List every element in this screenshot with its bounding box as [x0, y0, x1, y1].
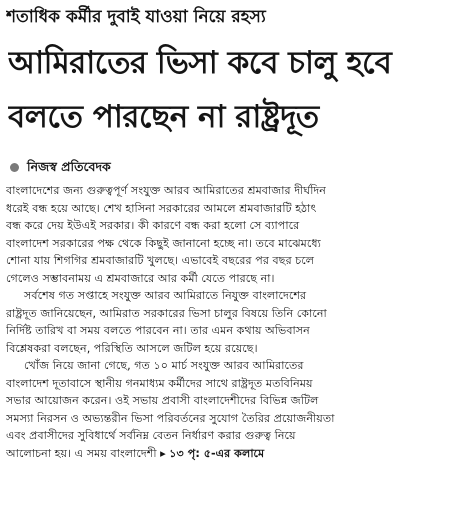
continued-on-page[interactable]: ১৩ পৃ: ৫-এর কলামে [169, 446, 265, 460]
headline-line-2: বলতে পারছেন না রাষ্ট্রদূত [8, 99, 319, 135]
body-line-text: আলোচনা হয়। এ সময় বাংলাদেশী [6, 446, 157, 460]
jump-arrow-icon: ▸ [160, 446, 166, 460]
body-line: রাষ্ট্রদূত জানিয়েছেন, আমিরাত সরকারের ভিসা চালুর বিষয়ে তিনি কোনো [6, 306, 327, 320]
body-line-last [6, 445, 452, 463]
bullet-icon [10, 163, 19, 172]
body-line: সর্বশেষ গত সপ্তাহে সংযুক্ত আরব আমিরাতে নিযুক্ত বাংলাদেশের [24, 289, 307, 302]
body-line: ধরেই বন্ধ হয়ে আছে। শেখ হাসিনা সরকারের আমলে শ্রমবাজারটি হঠাৎ [6, 201, 317, 215]
body-line: এবং প্রবাসীদের সুবিধার্থে সর্বনিম্ন বেতন নির্ধারণ করার গুরুত্ব নিয়ে [6, 429, 296, 442]
body-line: বাংলাদেশ দূতাবাসে স্থানীয় গনমাধ্যম কর্মীদের সাথে রাষ্ট্রদূত মতবিনিময় [6, 376, 313, 390]
body-line: বাংলাদেশের জন্য গুরুত্বপূর্ণ সংযুক্ত আরব আমিরাতের শ্রমবাজার দীর্ঘদিন [6, 184, 326, 197]
body-line: বন্ধ করে দেয় ইউএই সরকার। কী কারণে বন্ধ করা হলো সে ব্যাপারে [6, 219, 300, 232]
body-line: নির্দিষ্ট তারিখ বা সময় বলতে পারবেন না। তার এমন কথায় অভিবাসন [6, 324, 310, 337]
byline [10, 157, 111, 177]
headline-line-1: আমিরাতের ভিসা কবে চালু হবে [8, 45, 392, 81]
body-line: গেলেও সম্ভাবনাময় এ শ্রমবাজারে আর কর্মী যেতে পারছে না। [6, 271, 275, 285]
article-body [6, 182, 452, 504]
body-line: শোনা যায় শিগগির শ্রমবাজারটি খুলছে। এভাবেই বছরের পর বছর চলে [6, 254, 315, 267]
body-line: বিশ্লেষকরা বলছেন, পরিস্থিতি আসলে জটিল হয়ে রয়েছে। [6, 341, 258, 355]
article-kicker: শতাধিক কর্মীর দুবাই যাওয়া নিয়ে রহস্য [6, 7, 266, 27]
body-line: সভার আয়োজন করেন। ওই সভায় প্রবাসী বাংলাদেশীদের বিভিন্ন জটিল [6, 394, 319, 407]
body-line: সমস্যা নিরসন ও অভ্যন্তরীন ভিসা পরিবর্তনের সুযোগ তৈরির প্রয়োজনীয়তা [6, 411, 335, 425]
body-line: বাংলাদেশ সরকারের পক্ষ থেকে কিছুই জানানো হচ্ছে না। তবে মাঝেমধ্যে [6, 236, 321, 250]
body-line: খোঁজ নিয়ে জানা গেছে, গত ১০ মার্চ সংযুক্ত আরব আমিরাতের [24, 359, 304, 372]
byline-author: নিজস্ব প্রতিবেদক [27, 159, 111, 174]
